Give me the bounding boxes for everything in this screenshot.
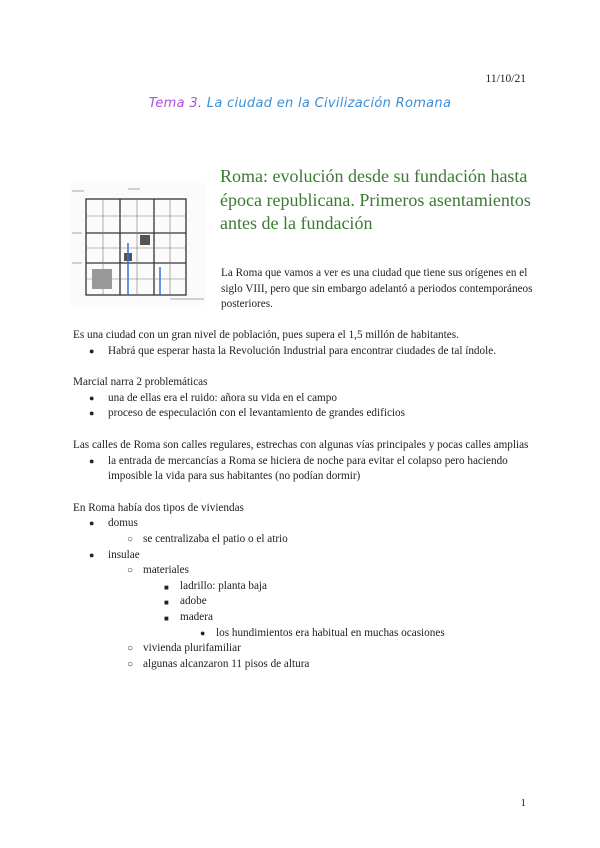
list-item: ■ madera — [164, 610, 213, 623]
notes-body — [73, 328, 533, 672]
document-date: 11/10/21 — [485, 73, 526, 85]
paragraph: En Roma había dos tipos de viviendas — [73, 501, 244, 514]
paragraph: Marcial narra 2 problemáticas — [73, 376, 208, 389]
bullet-list — [73, 344, 533, 360]
paragraph: Es una ciudad con un gran nivel de población, pues supera el 1,5 millón de habitantes. — [73, 329, 459, 341]
list-item: ○ materiales — [127, 564, 189, 577]
list-item: ● la entrada de mercancías a Roma se hiciera de noche para evitar el colapso pero haciendo imposible la vida para sus habitantes (no podían dormir) — [89, 454, 508, 483]
bullet-list — [73, 391, 533, 422]
section-heading: Roma: evolución desde su fundación hasta época republicana. Primeros asentamientos antes de la fundación — [220, 166, 531, 233]
intro-paragraph: La Roma que vamos a ver es una ciudad que tiene sus orígenes en el siglo VIII, pero que sin embargo adelantó a periodos contemporáneos posteriores. — [221, 267, 533, 310]
list-item: ● los hundimientos era habitual en muchas ocasiones — [200, 626, 445, 639]
page-number: 1 — [520, 797, 526, 809]
paragraph: Las calles de Roma son calles regulares, estrechas con algunas vías principales y pocas calles amplias — [73, 438, 529, 451]
list-item: ● proceso de especulación con el levantamiento de grandes edificios — [89, 407, 405, 420]
bullet-list — [73, 516, 533, 672]
topic-name: La ciudad en la Civilización Romana — [202, 96, 452, 111]
list-item: ○ algunas alcanzaron 11 pisos de altura — [127, 657, 310, 670]
list-item: ● domus — [89, 517, 138, 530]
list-item: ● insulae — [89, 548, 140, 561]
list-item: ● Habrá que esperar hasta la Revolución Industrial para encontrar ciudades de tal índole. — [89, 344, 496, 357]
list-item: ● una de ellas era el ruido: añora su vida en el campo — [89, 391, 337, 404]
topic-title — [0, 96, 600, 111]
list-item: ■ ladrillo: planta baja — [164, 579, 267, 592]
bullet-list — [73, 454, 533, 485]
roman-city-plan-image — [70, 183, 206, 305]
topic-number: Tema 3. — [148, 96, 203, 111]
list-item: ○ se centralizaba el patio o el atrio — [127, 532, 288, 545]
list-item: ■ adobe — [164, 595, 207, 608]
list-item: ○ vivienda plurifamiliar — [127, 642, 241, 655]
